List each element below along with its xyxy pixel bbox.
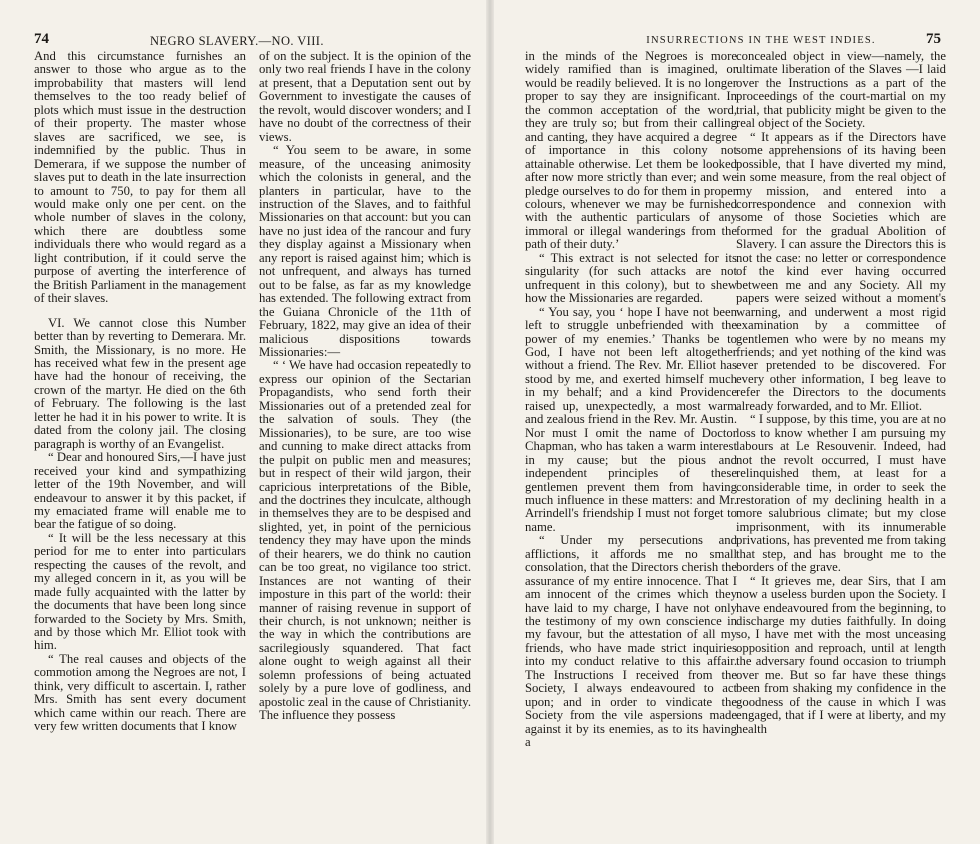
paragraph: And this circumstance furnishes an answer to those who argue as to the improbability that masters will lend themselves to the too ready belief of plots which must issue in the destruction of their property. The master whose slaves are sacrificed, we see, is indemnified by the public. Thus in Demerara, if we suppose the number of slaves put to death in the late insurrection to amount to 750, to pay for them all would make only one per cent. on the whole number of slaves in the colony, which there are doubtless some individuals there who would regard as a light contribution, if it could serve the purpose of averting the interference of the British Parliament in the management of their slaves. [34, 49, 246, 306]
paragraph: in the minds of the Negroes is more widely ramified than is imagined, or would be readily believed. It is no longer proper to say they are insignificant. In the common acceptation of the word, they are truly so; but from their calling and canting, they have acquired a degree of importance in this colony not attainable otherwise. Let them be looked after now more strictly than ever; and we pledge ourselves to do for them in proper colours, whenever we may be furnished with the authentic particulars of any immoral or illegal wanderings from the path of their duty.’ [525, 49, 737, 252]
text-column-2 [736, 50, 946, 736]
paragraph: “ ‘ We have had occasion repeatedly to express our opinion of the Sectarian Propagandists, who send forth their Missionaries out of a pretended zeal for the salvation of souls. They (the Missionaries), to be sure, are too wise and cunning to make direct attacks from the pulpit on public men and measures; but in respect of their wild jargon, their capricious interpretations of the Bible, and the doctrines they inculcate, although in themselves they are to be despised and slighted, yet, in point of the pernicious tendency they may have upon the minds of their hearers, we do think no caution can be too great, no vigilance too strict. Instances are not wanting of their imposture in this part of the world: their manner of raising revenue in support of their church, is not unknown; neither is the way in which the contributions are sacrilegiously squandered. That fact alone ought to weigh against all their solemn professions of being actuated solely by a pure love of godliness, and apostolic zeal in the cause of Christianity. The influence they possess [259, 358, 471, 723]
page-number: 74 [34, 31, 49, 47]
right-page [490, 0, 980, 844]
section-paragraph: VI. We cannot close this Number better than by reverting to Demerara. Mr. Smith, the Missionary, is no more. He has received what few in the present age have had the honour of receiving, the crown of the martyr. He died on the 6th of February. The following is the last letter he had it in his power to write. It is dated from the colony jail. The closing paragraph is worthy of an Evangelist. [34, 315, 246, 451]
paragraph: “ It grieves me, dear Sirs, that I am now a useless burden upon the Society. I have endeavoured from the beginning, to discharge my duties faithfully. In doing so, I have met with the most unceasing opposition and reproach, until at length the adversary found occasion to triumph over me. But so far have these things been from shaking my confidence in the goodness of the cause in which I was engaged, that if I were at liberty, and my health [736, 573, 946, 736]
running-head: NEGRO SLAVERY.—NO. VIII. [150, 34, 324, 48]
paragraph: “ It will be the less necessary at this period for me to enter into particulars respecting the causes of the revolt, and my alleged concern in it, as you will be made fully acquainted with the latter by the documents that have been long since forwarded to the Society by Mrs. Smith, and by those which Mr. Elliot took with him. [34, 530, 246, 653]
paragraph: “ The real causes and objects of the commotion among the Negroes are not, I think, very difficult to ascertain. I, rather Mrs. Smith has sent every document which came within our reach. There are very few written documents that I know [34, 651, 246, 734]
paragraph: “ You seem to be aware, in some measure, of the unceasing animosity which the colonists in general, and the planters in particular, have to the instruction of the Slaves, and to faithful Missionaries on that account: but you can have no just idea of the rancour and fury they display against a Missionary when any report is raised against him; which is not unfrequent, and always has turned out to be false, as far as my knowledge has extended. The following extract from the Guiana Chronicle of the 11th of February, 1822, may give an idea of their malicious dispositions towards Missionaries:— [259, 143, 471, 359]
paragraph: concealed object in view—namely, the ultimate liberation of the Slaves —I laid over the Instructions as a part of the proceedings of the court-martial on my trial, that publicity might be given to the real object of the Society. [736, 49, 946, 131]
paragraph: “ Under my persecutions and afflictions, it affords me no small consolation, that the Directors cherish the assurance of my entire innocence. That I am innocent of the crimes which they have laid to my charge, I have not only the testimony of my own conscience in my favour, but the attestation of all my friends, who have made strict inquiries into my conduct relative to this affair. The Instructions I received from the Society, I always endeavoured to act upon; and in order to vindicate the Society from the vile aspersions made against it by its enemies, as to its having a [525, 533, 737, 750]
text-column-1 [525, 50, 737, 750]
paragraph: “ Dear and honoured Sirs,—I have just received your kind and sympathizing letter of the 19th November, and will endeavour to answer it by this packet, if my emaciated frame will enable me to bear the fatigue of so doing. [34, 450, 246, 532]
text-column-2 [259, 50, 471, 723]
paragraph: “ You say, you ‘ hope I have not been left to struggle unbefriended with the power of my enemies.’ Thanks be to God, I have not been left altogether without a friend. The Rev. Mr. Elliot has stood by me, and exerted himself much in my behalf; and a kind Providence raised up, unexpectedly, a most warm and zealous friend in the Rev. Mr. Austin. Nor must I omit the name of Doctor Chapman, who has taken a warm interest in my cause; but the pious and independent principles of these gentlemen prevent them from having much influence in these matters: and Mr. Arrindell's friendship I must not forget to name. [525, 304, 737, 534]
text-column-1 [34, 50, 246, 734]
paragraph: of on the subject. It is the opinion of the only two real friends I have in the colony at present, that a Deputation sent out by Government to investigate the causes of the revolt, would discover wonders; and I have no doubt of the correctness of their views. [259, 49, 471, 144]
paragraph: “ I suppose, by this time, you are at no loss to know whether I am pursuing my labours at Le Resouvenir. Indeed, had not the revolt occurred, I must have relinquished them, at least for a considerable time, in order to seek the restoration of my declining health in a more salubrious climate; but my close imprisonment, with its innumerable privations, has prevented me from taking that step, and has brought me to the borders of the grave. [736, 412, 946, 575]
paragraph: “ It appears as if the Directors have some apprehensions of its having been possible, that I have diverted my mind, in some measure, from the real object of my mission, and entered into a correspondence and connexion with some of those Societies which are formed for the gradual Abolition of Slavery. I can assure the Directors this is not the case: no letter or correspondence of the kind ever having occurred between me and any Society. All my papers were seized without a moment's warning, and underwent a most rigid examination by a committee of gentlemen who were by no means my friends; and yet nothing of the kind was ever pretended to be discovered. For every other information, I beg leave to refer the Directors to the documents already forwarded, and to Mr. Elliot. [736, 129, 946, 413]
running-head: INSURRECTIONS IN THE WEST INDIES. [646, 35, 876, 46]
page-number: 75 [926, 31, 941, 47]
paragraph: “ This extract is not selected for its singularity (for such attacks are not unfrequent in this colony), but to shew how the Missionaries are regarded. [525, 250, 737, 306]
